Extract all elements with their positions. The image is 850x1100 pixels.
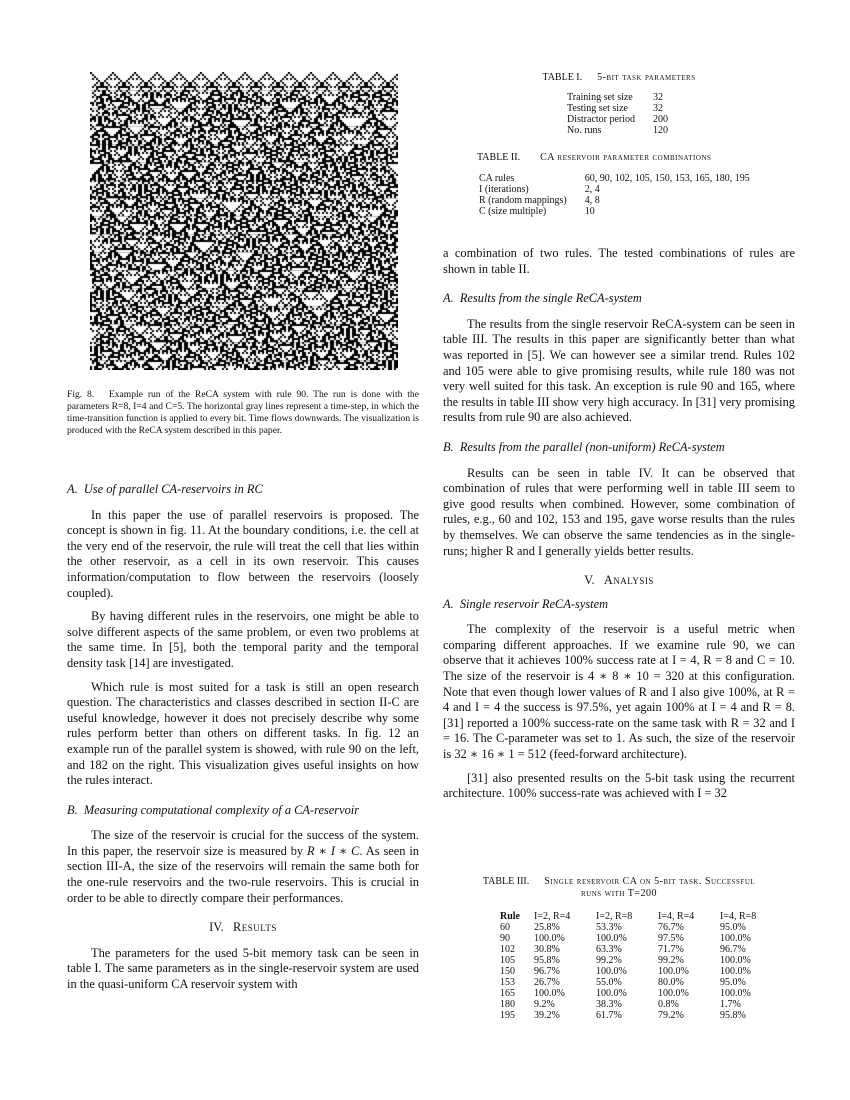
table-cell: 32: [653, 103, 664, 114]
table-cell: 90: [500, 933, 510, 944]
table-cell: 165: [500, 988, 515, 999]
table-cell: Training set size: [567, 92, 633, 103]
section-v-heading: V. Analysis: [584, 573, 654, 588]
section-a-results-title: A. Results from the single ReCA-system: [443, 291, 642, 306]
table-2-title: TABLE II. CA reservoir parameter combinations: [477, 152, 712, 163]
table-cell: 96.7%: [534, 966, 560, 977]
table-cell: 4, 8: [584, 195, 600, 206]
table-cell: 61.7%: [596, 1010, 622, 1021]
table-cell: 38.3%: [596, 999, 622, 1010]
table-row: [500, 922, 772, 933]
table-header-cell: I=4, R=8: [720, 911, 757, 922]
table-1-grid: [567, 92, 672, 136]
table-cell: 53.3%: [596, 922, 622, 933]
table-cell: No. runs: [567, 125, 602, 136]
table-cell: 102: [500, 944, 515, 955]
paragraph: By having different rules in the reservoirs, one might be able to solve different aspects of the same problem, or even two problems at the same time. In [5], both the temporal parity and the temporal density task [14] are investigated.: [67, 609, 419, 670]
table-cell: 100.0%: [658, 988, 689, 999]
paragraph: The size of the reservoir is crucial for the success of the system. In this paper, the reservoir size is measured by R ∗ I ∗ C. As seen in section III-A, the size of the reservoirs will remain the same both for the one-rule reservoirs and the two-rule reservoirs. This is crucial in order to be able to directly compare their performances.: [67, 828, 419, 905]
left-column: [67, 482, 419, 1001]
table-cell: I (iterations): [479, 184, 529, 195]
table-header-row: [500, 911, 772, 922]
table-cell: 100.0%: [534, 988, 565, 999]
paragraph: Results can be seen in table IV. It can be observed that combination of rules that were performing well in table III seem to give good results when combined. However, some combination of rules, e.g., 60 and 102, 153 and 195, gave worse results than the rules by themselves. We can observe the same tendencies as in the single-runs; higher R and I generally yields better results.: [443, 465, 795, 558]
table-cell: 150: [500, 966, 515, 977]
table-cell: 100.0%: [534, 933, 565, 944]
table-cell: 100.0%: [596, 966, 627, 977]
table-cell: 39.2%: [534, 1010, 560, 1021]
table-cell: R (random mappings): [479, 195, 567, 206]
table-row: [479, 206, 754, 217]
paragraph: Which rule is most suited for a task is still an open research question. The characteristics and classes described in section II-C are useful knowledge, however it does not precisely describe why some rules perform better than others on different tasks. In fig. 12 an example run of the parallel system is showed, with rule 90 on the left, and 182 on the right. This visualization gives useful insights on how the rules interact.: [67, 679, 419, 788]
table-cell: C (size multiple): [479, 206, 547, 217]
table-cell: 95.8%: [720, 1010, 746, 1021]
table-cell: 32: [653, 92, 664, 103]
table-cell: 80.0%: [658, 977, 684, 988]
section-a-title: A. Use of parallel CA-reservoirs in RC: [67, 482, 263, 496]
table-cell: 1.7%: [720, 999, 741, 1010]
section-b-results-title: B. Results from the parallel (non-uniform) ReCA-system: [443, 439, 725, 454]
figure-8-ca-visualization: [90, 72, 398, 370]
table-cell: 79.2%: [658, 1010, 684, 1021]
table-cell: 2, 4: [584, 184, 600, 195]
table-row: [567, 114, 672, 125]
table-cell: 200: [653, 114, 669, 125]
table-cell: 153: [500, 977, 515, 988]
section-b-title: B. Measuring computational complexity of a CA-reservoir: [67, 802, 360, 817]
figure-8-caption: Fig. 8. Example run of the ReCA system with rule 90. The run is done with the parameters R=8, I=4 and C=5. The horizontal gray lines represent a time-step, in which the time-transition function is applied to every bit. Time flows downwards. The visualization is produced with the ReCA system described in this paper.: [67, 389, 419, 436]
table-header-cell: I=2, R=8: [596, 911, 633, 922]
table-cell: 100.0%: [596, 933, 627, 944]
table-cell: 99.2%: [596, 955, 622, 966]
paragraph: The complexity of the reservoir is a useful metric when comparing different approaches. If we examine rule 90, we can observe that it achieves 100% success rate at I = 4, R = 8 and C = 10. The size of the reservoir is 4 ∗ 8 ∗ 10 = 320 at this configuration. Note that even though lower values of R and I also give 100%, at R = 4 and I = 4 the success is 97.5%, yet again 100% at I = 4 and R = 8. [31] reported a 100% success-rate on the same task with R = 32 and I = 16. The C-parameter was set to 1. As such, the size of the reservoir is 32 ∗ 16 ∗ 1 = 512 (feed-forward architecture).: [443, 622, 795, 762]
table-cell: 60, 90, 102, 105, 150, 153, 165, 180, 195: [584, 173, 750, 184]
table-3-title: TABLE III. Single reservoir CA on 5-bit task. Successful runs with T=200: [482, 876, 756, 899]
table-3: [443, 876, 795, 1021]
table-cell: 95.0%: [720, 922, 746, 933]
table-cell: 100.0%: [658, 966, 689, 977]
table-cell: 96.7%: [720, 944, 746, 955]
table-cell: 95.0%: [720, 977, 746, 988]
table-cell: 97.5%: [658, 933, 684, 944]
paragraph: a combination of two rules. The tested combinations of rules are shown in table II.: [443, 246, 795, 276]
table-header-cell: I=4, R=4: [658, 911, 695, 922]
table-cell: 60: [500, 922, 510, 933]
table-cell: Distractor period: [567, 114, 636, 125]
paragraph: In this paper the use of parallel reservoirs is proposed. The concept is shown in fig. 11. At the boundary conditions, i.e. the cell at the very end of the reservoir, the rule will treat the cell that lies within the other reservoir, as a cell in its own reservoir. This causes information/computation to flow between the reservoirs (loosely coupled).: [67, 507, 419, 600]
table-row: [500, 999, 772, 1010]
table-row: [500, 955, 772, 966]
table-row: [567, 103, 672, 114]
table-cell: 180: [500, 999, 515, 1010]
table-cell: 10: [584, 206, 595, 217]
table-cell: 99.2%: [658, 955, 684, 966]
paragraph: The parameters for the used 5-bit memory task can be seen in table I. The same parameters as in the single-reservoir system are used in the quasi-uniform CA reservoir system with: [67, 945, 419, 992]
section-iv-heading: IV. Results: [209, 920, 277, 935]
table-row: [479, 173, 754, 184]
table-header-cell: Rule: [500, 911, 520, 922]
table-cell: 100.0%: [720, 955, 751, 966]
table-cell: 100.0%: [720, 988, 751, 999]
table-cell: 195: [500, 1010, 515, 1021]
table-row: [479, 184, 754, 195]
table-cell: 9.2%: [534, 999, 555, 1010]
section-va-title: A. Single reservoir ReCA-system: [443, 596, 609, 611]
table-row: [500, 977, 772, 988]
table-row: [479, 195, 754, 206]
table-1-title: TABLE I. 5-bit task parameters: [542, 72, 696, 83]
table-cell: 63.3%: [596, 944, 622, 955]
table-cell: 105: [500, 955, 515, 966]
table-cell: 25.8%: [534, 922, 560, 933]
right-column: [443, 246, 795, 810]
table-cell: 0.8%: [658, 999, 679, 1010]
paragraph: [31] also presented results on the 5-bit task using the recurrent architecture. 100% success-rate was achieved with I = 32: [443, 770, 795, 801]
table-row: [500, 944, 772, 955]
table-row: [567, 92, 672, 103]
table-cell: 95.8%: [534, 955, 560, 966]
table-row: [567, 125, 672, 136]
table-row: [500, 1010, 772, 1021]
table-2-grid: [479, 173, 754, 217]
table-cell: 100.0%: [596, 988, 627, 999]
table-row: [500, 933, 772, 944]
table-cell: CA rules: [479, 173, 515, 184]
table-cell: 30.8%: [534, 944, 560, 955]
table-header-cell: I=2, R=4: [534, 911, 571, 922]
paragraph: The results from the single reservoir ReCA-system can be seen in table III. The results in this paper are significantly better than what was reported in [5]. We can however see a similar trend. Rules 102 and 105 were able to give promising results, while rule 180 was not very well suited for this task. An exception is rule 90 and 165, where the results in table III show very high accuracy. In [31] very promising results from rule 90 are also achieved.: [443, 316, 795, 425]
table-cell: 100.0%: [720, 966, 751, 977]
table-cell: 76.7%: [658, 922, 684, 933]
table-cell: Testing set size: [567, 103, 628, 114]
table-2: [443, 152, 795, 217]
table-row: [500, 966, 772, 977]
table-row: [500, 988, 772, 999]
table-cell: 26.7%: [534, 977, 560, 988]
table-cell: 71.7%: [658, 944, 684, 955]
table-cell: 120: [653, 125, 669, 136]
table-3-grid: [500, 911, 772, 1021]
table-cell: 100.0%: [720, 933, 751, 944]
table-1: [443, 72, 795, 136]
table-cell: 55.0%: [596, 977, 622, 988]
